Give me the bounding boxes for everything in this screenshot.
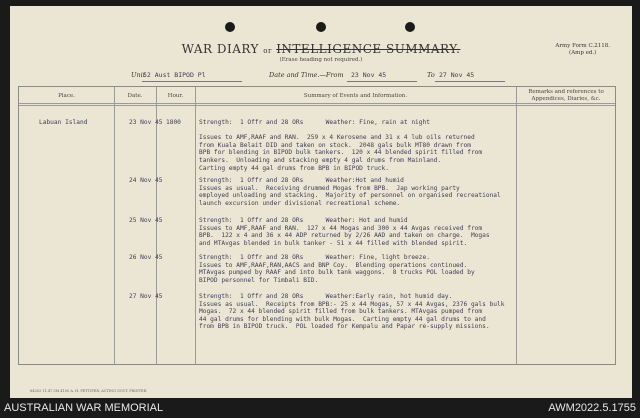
entry-summary: Strength: 1 Offr and 28 ORs Weather:Hot and humid Issues as usual. Receiving drummed Mogas from BPB. Jap working party employed unloading and stacking. Majority of personnel on organised recreational launch excursion under divisional recreational scheme. [199, 177, 501, 207]
col-header-hour: Hour. [167, 93, 184, 99]
diary-sheet [10, 6, 632, 398]
col-header-remarks: Remarks and references to Appendices, Diaries, &c. [528, 89, 604, 102]
printer-imprint: 84303 11.47 5M 4100 A. H. PETTIFER, ACTING GOVT. PRINTER. [30, 389, 148, 393]
struck-heading: INTELLIGENCE SUMMARY. [276, 42, 461, 56]
entry-summary: Strength: 1 Offr and 28 ORs Weather: Fine, light breeze. Issues to AMF,RAAF,RAN,AACS and BNP Coy. Blending operations continued. MTAvgas pumped by RAAF and into bulk tank waggons. 8 trucks POL loaded by BIPOD personnel for Timbali BID. [199, 254, 475, 284]
army-form-number: Army Form C.2118. (Amp ed.) [555, 43, 610, 56]
diary-table [18, 86, 616, 365]
punch-hole [405, 22, 415, 32]
entry-summary: Strength: 1 Offr and 28 ORs Weather: Hot and humid Issues to AMF,RAAF and RAN. 127 x 44 Mogas and 300 x 44 Avgas received from BPB. 122 x 4 and 36 x 44 ADP returned by 2/26 AAD and taken on charge. Mogas and MTAvgas blended in bulk tanker - 51 x 44 filled with blended spirit. [199, 217, 490, 247]
unit-label: Unit [131, 71, 146, 79]
entry-summary: Strength: 1 Offr and 28 ORs Weather: Fine, rain at night Issues to AMF,RAAF and RAN. 259 x 4 Kerosene and 31 x 4 lub oils returned from Kuala Belait DID and taken on stock. 2048 gals bulk MT80 drawn from BPB for blending in BIPOD bulk tankers. 120 x 44 blended spirit filled from tankers. Unloading and stacking empty 4 gal drums from Mainland. Carting empty 44 gal drums from BPB in BIPOD truck. [199, 119, 483, 172]
date-label: Date and Time.—From [269, 71, 344, 79]
col-header-date: Date. [127, 93, 143, 99]
entry-date: 25 Nov 45 [129, 217, 163, 224]
entry-date: 23 Nov 45 [129, 119, 163, 126]
to-date: 27 Nov 45 [439, 71, 475, 79]
entry-date: 24 Nov 45 [129, 177, 163, 184]
col-header-place: Place. [58, 93, 75, 99]
caption-accession: AWM2022.5.1755 [548, 402, 636, 414]
unit-row [131, 71, 511, 83]
from-date: 23 Nov 45 [351, 71, 387, 79]
caption-bar [0, 398, 640, 418]
page-title: WAR DIARY or INTELLIGENCE SUMMARY. [181, 42, 461, 56]
entry-date: 27 Nov 45 [129, 293, 163, 300]
punch-hole [225, 22, 235, 32]
punch-hole [316, 22, 326, 32]
to-label: To [427, 71, 435, 79]
entry-summary: Strength: 1 Offr and 28 ORs Weather:Early rain, hot humid day. Issues as usual. Receipts from BPB:- 25 x 44 Mogas, 57 x 44 Avgas, 2376 gals bulk Mogas. 72 x 44 blended spirit filled from bulk tankers. MTAvgas pumped from 44 gal drums for blending with bulk Mogas. Carting empty 44 gal drums to and from BPB in BIPOD truck. POL loaded for Kempalu and Papar re-supply missions. [199, 293, 505, 331]
caption-institution: AUSTRALIAN WAR MEMORIAL [4, 402, 164, 414]
entry-place: Labuan Island [39, 119, 88, 126]
col-header-summary: Summary of Events and Information. [303, 93, 408, 99]
entry-date: 26 Nov 45 [129, 254, 163, 261]
page-subtitle: (Erase heading not required.) [279, 57, 363, 63]
unit-value: 52 Aust BIPOD Pl [143, 71, 206, 79]
entry-hour: 1800 [166, 119, 181, 126]
